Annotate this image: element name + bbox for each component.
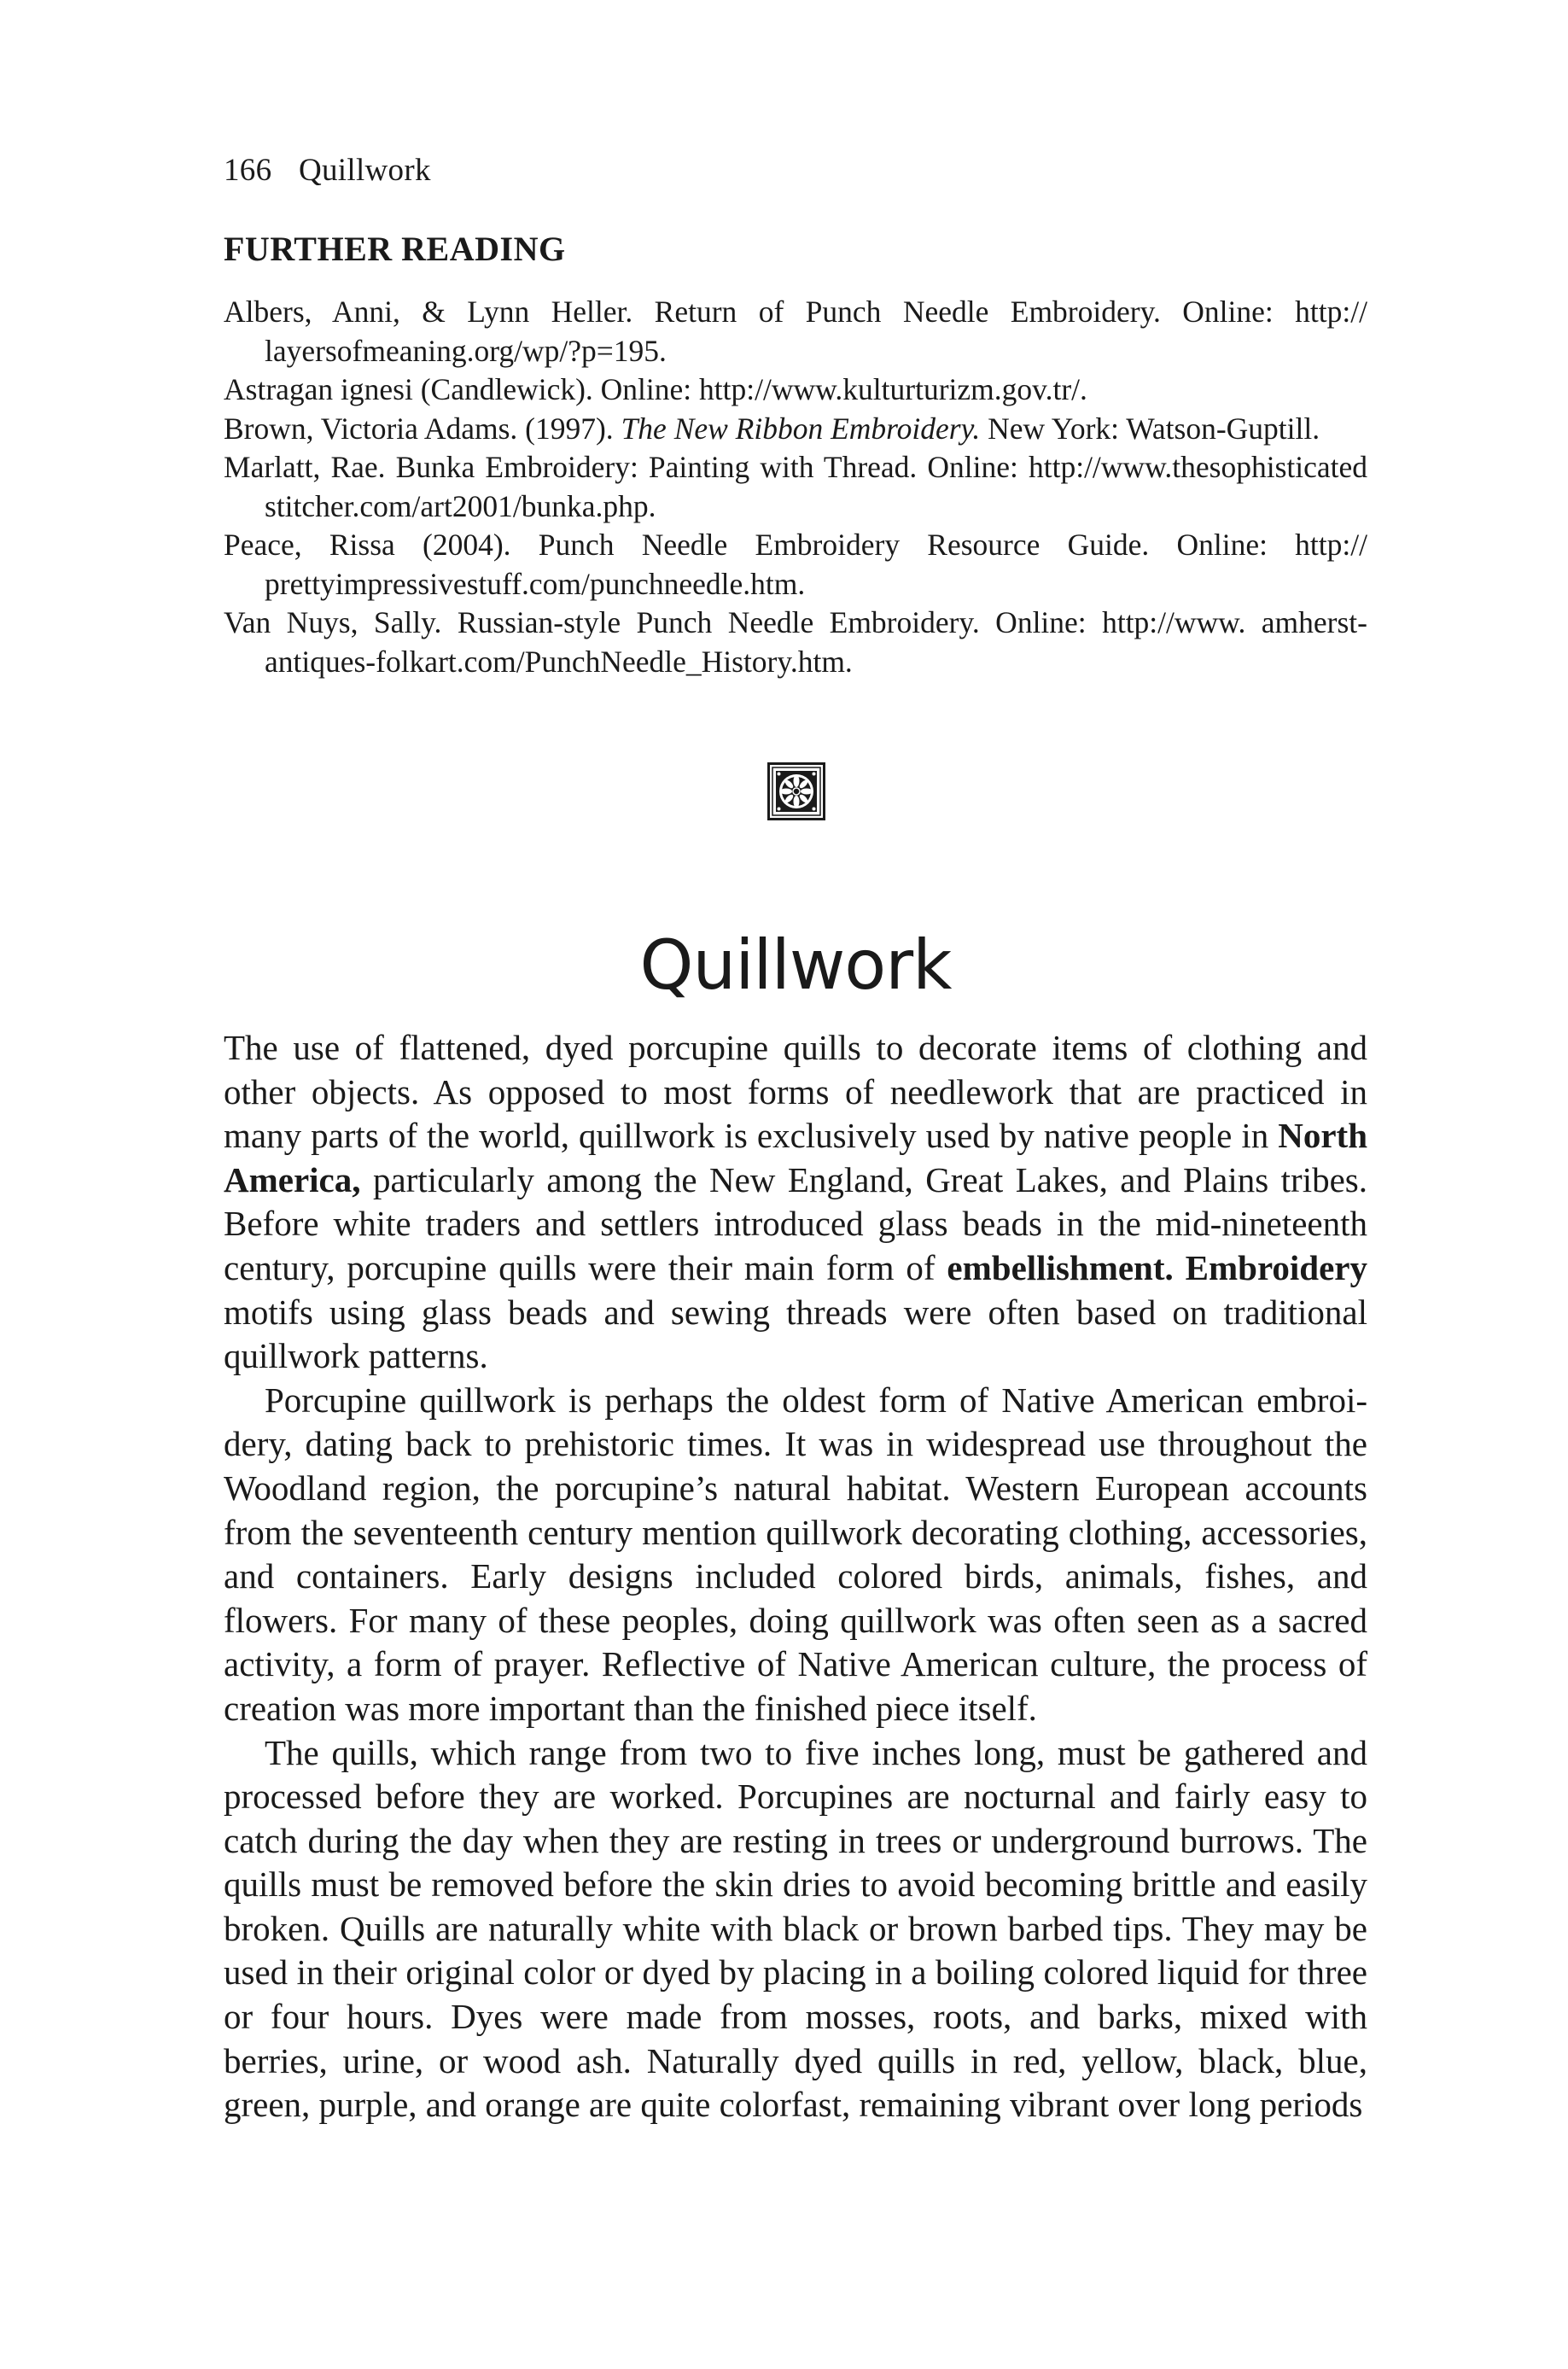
reference-item: Marlatt, Rae. Bunka Embroidery: Painting with Thread. Online: http://www.thesophisticated stitcher.com/art2001/bunka.php.: [224, 450, 1367, 523]
entry-title: Quillwork: [639, 925, 952, 1005]
reference-item: Albers, Anni, & Lynn Heller. Return of Punch Needle Embroidery. Online: http:// layersofmeaning.org/wp/?p=195.: [224, 295, 1367, 368]
running-head-section: Quillwork: [298, 153, 431, 188]
body-paragraph: Porcupine quillwork is perhaps the oldest form of Native American embroidery, dating back to prehistoric times. It was in widespread use throughout the Woodland region, the porcupine’s natural habitat. Western European accounts from the seventeenth century mention quillwork decorating clothing, accessories, and containers. Early designs included colored birds, animals, fishes, and flowers. For many of these peoples, doing quillwork was often seen as a sacred activity, a form of prayer. Reflective of Native American culture, the process of creation was more important than the finished piece itself.: [224, 1380, 1367, 1728]
page-number: 166: [224, 153, 272, 188]
cross-reference: North America,: [224, 1116, 1367, 1199]
reference-item: Brown, Victoria Adams. (1997). The New Ribbon Embroidery. New York: Watson-Guptill.: [224, 411, 1320, 446]
cross-reference: embellishment. Embroidery: [947, 1247, 1368, 1287]
reference-item: Van Nuys, Sally. Russian-style Punch Needle Embroidery. Online: http://www. amherst-antiques-folkart.com/PunchNeedle_History.htm.: [224, 605, 1367, 679]
reference-item: Peace, Rissa (2004). Punch Needle Embroidery Resource Guide. Online: http:// prettyimpressivestuff.com/punchneedle.htm.: [224, 528, 1367, 601]
body-paragraph: The use of flattened, dyed porcupine quills to decorate items of clothing and other objects. As opposed to most forms of needlework that are practiced in many parts of the world, quillwork is exclusively used by native people in North America, particularly among the New England, Great Lakes, and Plains tribes. Before white traders and settlers introduced glass beads in the mid-nineteenth century, porcupine quills were their main form of embellishment. Embroidery motifs using glass beads and sewing threads were often based on traditional quillwork patterns.: [224, 1028, 1368, 1376]
further-reading-heading: FURTHER READING: [224, 230, 566, 268]
reference-list: [224, 293, 1367, 681]
floral-ornament-icon: [767, 762, 825, 820]
body-paragraph: The quills, which range from two to five inches long, must be gathered and processed before they are worked. Porcupines are nocturnal and fairly easy to catch during the day when they are resting in trees or underground burrows. The quills must be removed before the skin dries to avoid becoming brittle and easily broken. Quills are naturally white with black or brown barbed tips. They may be used in their original color or dyed by placing in a boiling colored liquid for three or four hours. Dyes were made from mosses, roots, and barks, mixed with berries, urine, or wood ash. Naturally dyed quills in red, yellow, black, blue, green, purple, and orange are quite colorfast, remaining vibrant over long periods: [224, 1732, 1367, 2125]
reference-item: Astragan ignesi (Candlewick). Online: http://www.kulturturizm.gov.tr/.: [224, 372, 1087, 406]
entry-body: [224, 1026, 1367, 2127]
running-head: [224, 152, 431, 189]
